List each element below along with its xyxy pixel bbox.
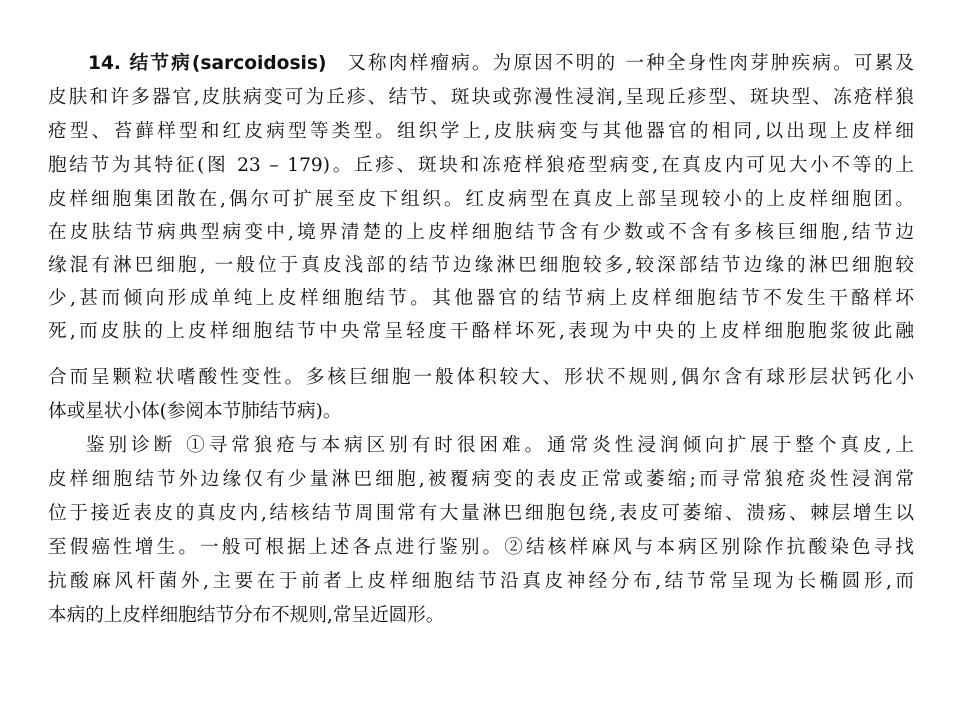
paragraph-2-line-1: 鉴别诊断 ①寻常狼疮与本病区别有时很困难。通常炎性浸润倾向扩展于整个真皮,上 [86, 435, 914, 456]
paragraph-1-line-3: 疮型、苔藓样型和红皮病型等类型。组织学上,皮肤病变与其他器官的相同,以出现上皮样细 [48, 121, 914, 142]
paragraph-2-line-4: 至假癌性增生。一般可根据上述各点进行鉴别。②结核样麻风与本病区别除作抗酸染色寻找 [48, 537, 914, 558]
paragraph-1-line-9: 死,而皮肤的上皮样细胞结节中央常呈轻度干酪样坏死,表现为中央的上皮样细胞胞浆彼此融 [48, 321, 914, 342]
entry-heading: 14. 结节病(sarcoidosis) [88, 53, 327, 74]
paragraph-1-line-5: 皮样细胞集团散在,偶尔可扩展至皮下组织。红皮病型在真皮上部呈现较小的上皮样细胞团。 [48, 189, 914, 210]
paragraph-2-line-3: 位于接近表皮的真皮内,结核结节周围常有大量淋巴细胞包绕,表皮可萎缩、溃疡、棘层增生以 [48, 503, 914, 524]
paragraph-2-line-6: 本病的上皮样细胞结节分布不规则,常呈近圆形。 [48, 605, 445, 626]
paragraph-1-line-1-text: 又称肉样瘤病。为原因不明的 一种全身性肉芽肿疾病。可累及 [345, 53, 914, 74]
paragraph-1-line-6: 在皮肤结节病典型病变中,境界清楚的上皮样细胞结节含有少数或不含有多核巨细胞,结节边 [48, 222, 914, 243]
paragraph-1-line-8: 少,甚而倾向形成单纯上皮样细胞结节。其他器官的结节病上皮样细胞结节不发生干酪样坏 [48, 288, 914, 309]
paragraph-1-line-7: 缘混有淋巴细胞, 一般位于真皮浅部的结节边缘淋巴细胞较多,较深部结节边缘的淋巴细胞较 [48, 255, 914, 276]
paragraph-1-line-11: 体或星状小体(参阅本节肺结节病)。 [48, 401, 342, 422]
paragraph-1-line-2: 皮肤和许多器官,皮肤病变可为丘疹、结节、斑块或弥漫性浸润,呈现丘疹型、斑块型、冻疮样狼 [48, 87, 914, 108]
paragraph-1-line-4: 胞结节为其特征(图 23 – 179)。丘疹、斑块和冻疮样狼疮型病变,在真皮内可见大小不等的上 [48, 155, 914, 176]
paragraph-1-line-10: 合而呈颗粒状嗜酸性变性。多核巨细胞一般体积较大、形状不规则,偶尔含有球形层状钙化小 [48, 367, 914, 388]
paragraph-2-line-2: 皮样细胞结节外边缘仅有少量淋巴细胞,被覆病变的表皮正常或萎缩;而寻常狼疮炎性浸润常 [48, 469, 914, 490]
paragraph-2-line-5: 抗酸麻风杆菌外,主要在于前者上皮样细胞结节沿真皮神经分布,结节常呈现为长椭圆形,而 [48, 571, 914, 592]
paragraph-1-line-1 [88, 50, 914, 78]
